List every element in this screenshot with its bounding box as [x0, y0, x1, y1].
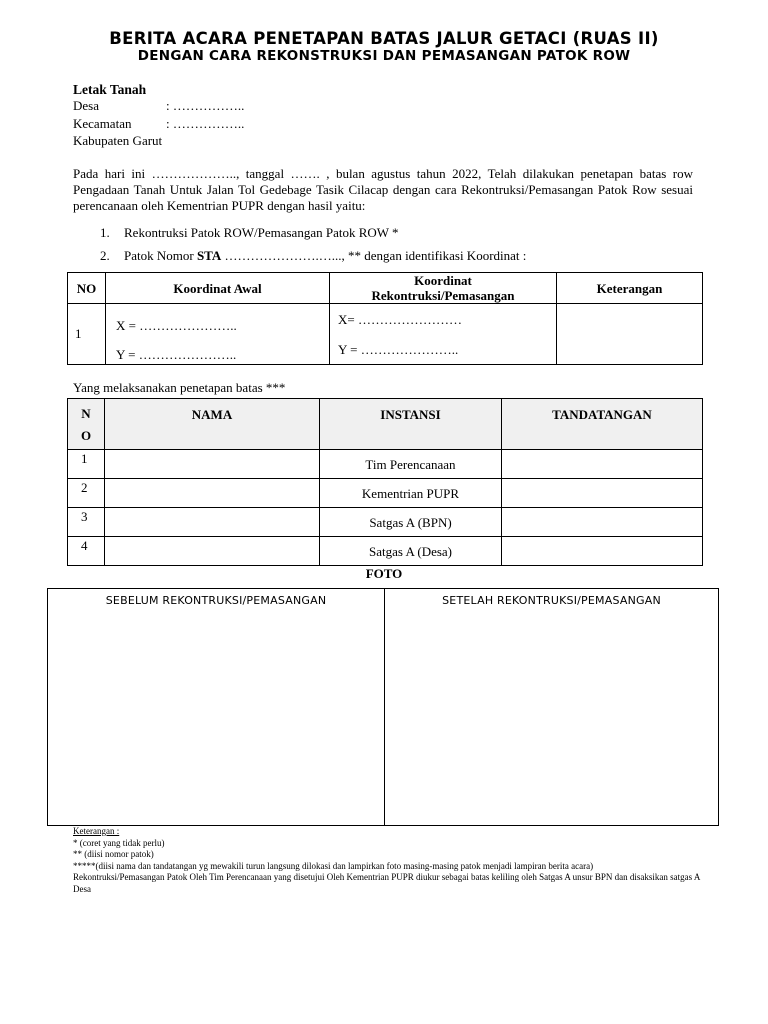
- koordinat-table: [67, 272, 703, 365]
- koordinat-header-row: [68, 273, 703, 304]
- row-number: 4: [68, 537, 105, 566]
- col-instansi-header: INSTANSI: [320, 399, 502, 450]
- pelaksana-table: [67, 398, 703, 566]
- nama-cell[interactable]: [105, 479, 320, 508]
- pelaksana-header-row: [68, 399, 703, 450]
- koordinat-keterangan-cell[interactable]: [557, 304, 703, 365]
- koordinat-rekontruksi-y: Y = …………………..: [338, 342, 459, 357]
- instansi-cell: Tim Perencanaan: [320, 450, 502, 479]
- pelaksana-caption: Yang melaksanakan penetapan batas ***: [73, 380, 286, 395]
- koordinat-awal-cell[interactable]: [106, 304, 330, 365]
- koordinat-row-1: [68, 304, 703, 365]
- col-koordinat-rekontruksi-header: [330, 273, 557, 304]
- table-row: [68, 508, 703, 537]
- nama-cell[interactable]: [105, 508, 320, 537]
- row-number: 3: [68, 508, 105, 537]
- list-item-2-number: 2.: [100, 248, 110, 263]
- nama-cell[interactable]: [105, 450, 320, 479]
- list-item-2: [100, 248, 526, 264]
- table-row: [68, 537, 703, 566]
- instansi-cell: Satgas A (BPN): [320, 508, 502, 537]
- list-item-1-text: Rekontruksi Patok ROW/Pemasangan Patok ROW *: [124, 225, 399, 240]
- nama-cell[interactable]: [105, 537, 320, 566]
- koordinat-awal-y: Y = …………………..: [116, 347, 237, 362]
- letak-tanah-heading: Letak Tanah: [73, 82, 147, 97]
- document-title: BERITA ACARA PENETAPAN BATAS JALUR GETACI (RUAS II): [109, 29, 659, 48]
- list-item-2-prefix: Patok Nomor: [124, 248, 197, 263]
- intro-paragraph: Pada hari ini ……………….., tanggal ……. , bulan agustus tahun 2022, Telah dilakukan penetapan batas row Pengadaan Tanah Untuk Jalan Tol Gedebage Tasik Cilacap dengan cara Rekontruksi/Pemasangan Patok Row sesuai perencanaan oleh Kementrian PUPR dengan hasil yaitu:: [73, 166, 693, 213]
- note-line: *****(diisi nama dan tandatangan yg mewakili turun langsung dilokasi dan lampirkan foto masing-masing patok menjadi lampiran berita acara): [73, 860, 594, 871]
- desa-value: : ……………..: [166, 98, 245, 113]
- col-no-header: NO: [68, 273, 106, 304]
- col-nama-header: NAMA: [105, 399, 320, 450]
- tandatangan-cell[interactable]: [502, 479, 703, 508]
- tandatangan-cell[interactable]: [502, 508, 703, 537]
- foto-before-area[interactable]: [48, 589, 385, 825]
- koordinat-awal-x: X = …………………..: [116, 318, 237, 333]
- col-keterangan-header: Keterangan: [557, 273, 703, 304]
- foto-after-area[interactable]: [385, 589, 718, 825]
- foto-after-caption: SETELAH REKONTRUKSI/PEMASANGAN: [442, 594, 661, 607]
- note-line: ** (diisi nomor patok): [73, 849, 154, 859]
- list-item-2-suffix: ………………….…..., ** dengan identifikasi Koordinat :: [221, 248, 527, 263]
- foto-before-caption: SEBELUM REKONTRUKSI/PEMASANGAN: [105, 594, 327, 607]
- col-no-header-line1: N: [81, 406, 91, 421]
- col-koordinat-awal-header: Koordinat Awal: [106, 273, 330, 304]
- notes-section: [73, 826, 701, 895]
- desa-label: Desa: [73, 98, 99, 113]
- koordinat-rekontruksi-cell[interactable]: [330, 304, 557, 365]
- kabupaten-label: Kabupaten Garut: [73, 133, 163, 148]
- row-number: 2: [68, 479, 105, 508]
- note-line: Rekontruksi/Pemasangan Patok Oleh Tim Perencanaan yang disetujui Oleh Kementrian PUPR diukur sebagai batas keliling oleh Satgas A unsur BPN dan disaksikan satgas A Desa: [73, 872, 700, 894]
- sta-label: STA: [196, 248, 222, 263]
- foto-box: [47, 588, 719, 826]
- kecamatan-value: : ……………..: [166, 116, 245, 131]
- list-item-1-number: 1.: [100, 225, 110, 240]
- koordinat-row-no: 1: [68, 304, 106, 365]
- document-subtitle: DENGAN CARA REKONSTRUKSI DAN PEMASANGAN PATOK ROW: [137, 48, 631, 64]
- note-line: * (coret yang tidak perlu): [73, 837, 165, 848]
- table-row: [68, 450, 703, 479]
- notes-heading: Keterangan :: [73, 826, 120, 836]
- table-row: [68, 479, 703, 508]
- koordinat-rekontruksi-x: X= ……………………: [338, 312, 462, 327]
- row-number: 1: [68, 450, 105, 479]
- tandatangan-cell[interactable]: [502, 537, 703, 566]
- instansi-cell: Satgas A (Desa): [320, 537, 502, 566]
- col-koordinat-rekontruksi-line2: Rekontruksi/Pemasangan: [371, 288, 515, 303]
- foto-title: FOTO: [365, 566, 403, 581]
- col-koordinat-rekontruksi-line1: Koordinat: [414, 273, 472, 288]
- instansi-cell: Kementrian PUPR: [320, 479, 502, 508]
- list-item-1: [100, 225, 399, 241]
- col-no-header-line2: O: [80, 428, 92, 443]
- tandatangan-cell[interactable]: [502, 450, 703, 479]
- col-tandatangan-header: TANDATANGAN: [502, 399, 703, 450]
- col-no-header: [68, 399, 105, 450]
- kecamatan-label: Kecamatan: [73, 116, 132, 131]
